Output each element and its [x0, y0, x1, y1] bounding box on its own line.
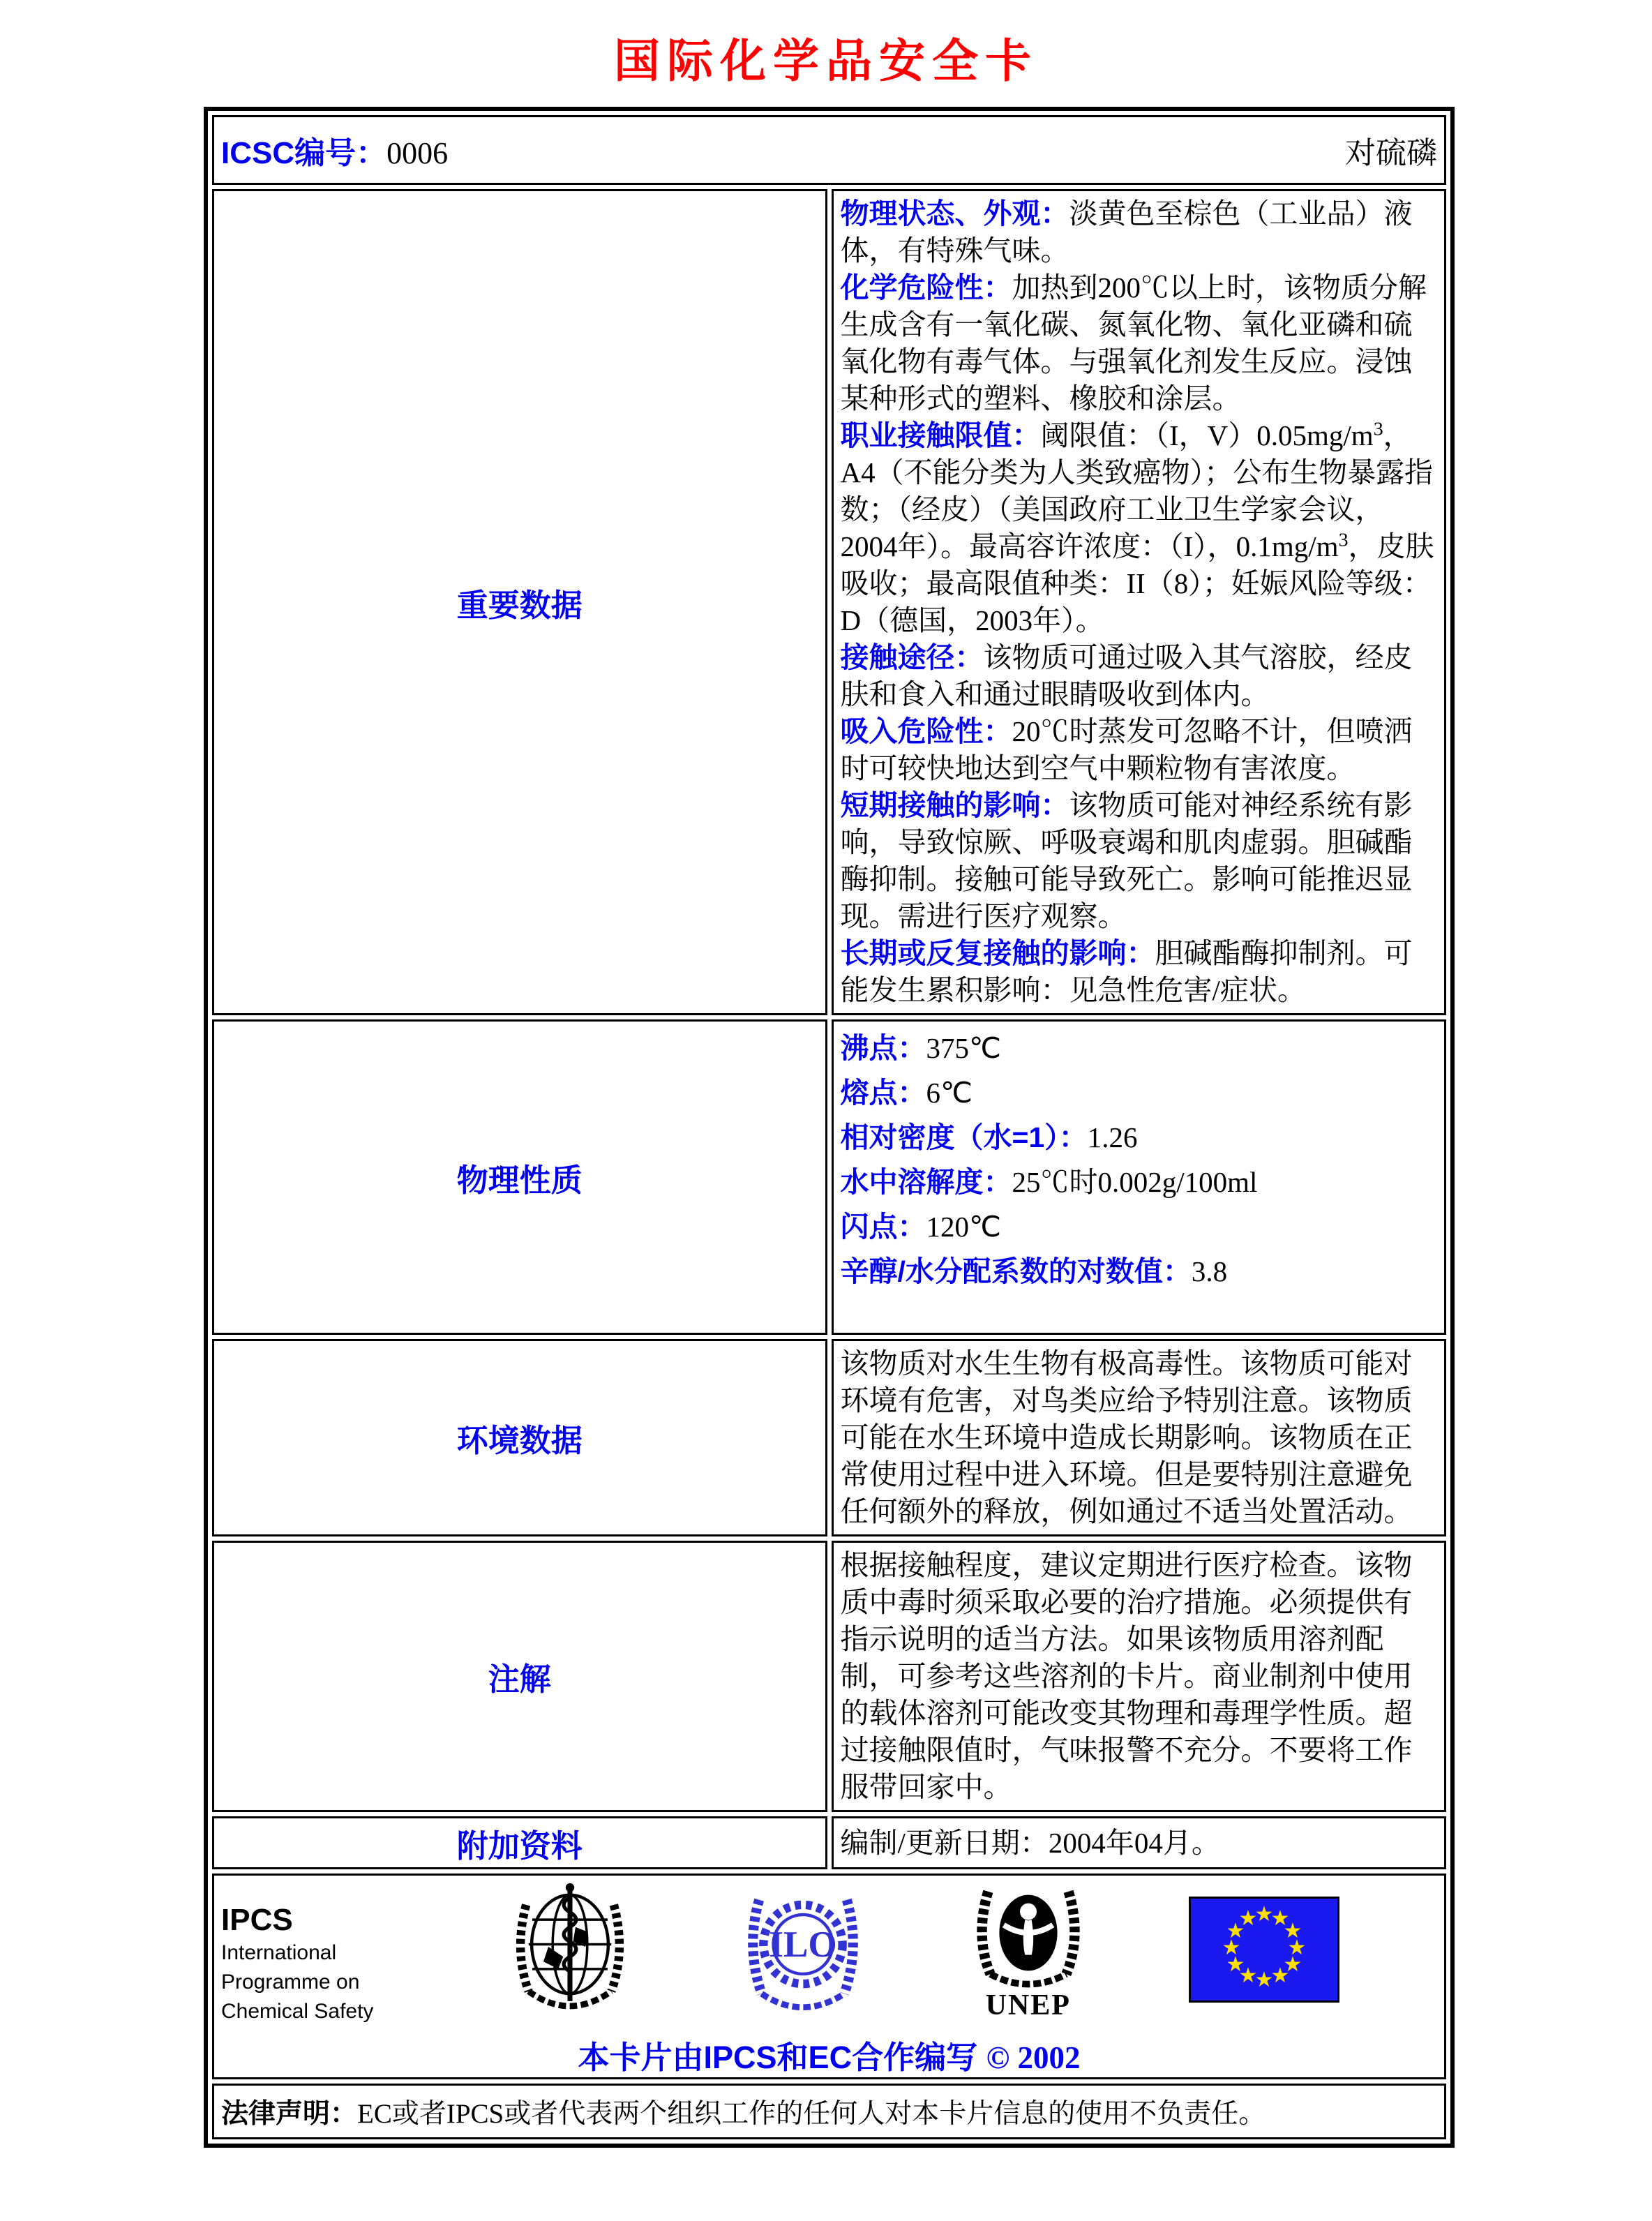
eu-flag-icon	[1189, 1897, 1339, 2003]
header-row	[212, 115, 1446, 185]
icsc-number-value: 0006	[386, 136, 449, 170]
header-cell	[212, 115, 1446, 185]
ilo-monogram: ILO	[768, 1924, 837, 1966]
important-item: 化学危险性：加热到200℃以上时，该物质分解生成含有一氧化碳、氮氧化物、氧化亚磷和硫氧化物有毒气体。与强氧化剂发生反应。浸蚀某种形式的塑料、橡胶和涂层。	[840, 271, 1427, 414]
additional-info-row	[212, 1816, 1446, 1869]
physical-properties-row	[212, 1019, 1446, 1335]
copyright-line: 本卡片由IPCS和EC合作编写 © 2002	[578, 2040, 1081, 2075]
svg-text:★: ★	[1283, 1919, 1302, 1943]
physical-properties-content	[832, 1019, 1447, 1335]
physical-property: 水中溶解度：25℃时0.002g/100ml	[840, 1166, 1258, 1198]
important-item: 短期接触的影响：该物质可能对神经系统有影响，导致惊厥、呼吸衰竭和肌肉虚弱。胆碱酯酶抑制。接触可能导致死亡。影响可能推迟显现。需进行医疗观察。	[840, 789, 1413, 932]
svg-text:★: ★	[1226, 1919, 1245, 1943]
environment-data-row-label: 环境数据	[212, 1339, 827, 1536]
svg-text:★: ★	[1222, 1936, 1241, 1960]
logos-strip	[214, 1878, 1444, 2026]
logos-row	[212, 1874, 1446, 2079]
important-item: 长期或反复接触的影响：胆碱酯酶抑制剂。可能发生累积影响：见急性危害/症状。	[840, 937, 1413, 1006]
svg-text:★: ★	[1226, 1952, 1245, 1977]
svg-text:★: ★	[1283, 1952, 1302, 1977]
svg-text:★: ★	[1270, 1964, 1290, 1988]
legal-label: 法律声明：	[221, 2099, 358, 2129]
unep-logo-icon	[969, 1883, 1088, 2022]
legal-cell	[212, 2084, 1446, 2139]
physical-property: 熔点：6℃	[840, 1077, 973, 1109]
who-logo-icon	[504, 1883, 636, 2022]
physical-property: 沸点：375℃	[840, 1032, 1002, 1064]
svg-text:★: ★	[1270, 1906, 1290, 1931]
important-item: 接触途径：该物质可通过吸入其气溶胶，经皮肤和食入和通过眼睛吸收到体内。	[840, 641, 1413, 710]
logos-cell	[212, 1874, 1446, 2079]
svg-text:★: ★	[1238, 1964, 1258, 1988]
superscript: 3	[1338, 529, 1349, 551]
superscript: 3	[1373, 418, 1383, 440]
chemical-name: 对硫磷	[1345, 136, 1437, 170]
svg-text:★: ★	[1254, 1902, 1274, 1927]
important-data-row-label: 重要数据	[212, 189, 827, 1015]
svg-text:★: ★	[1254, 1968, 1274, 1992]
legal-text: EC或者IPCS或者代表两个组织工作的任何人对本卡片信息的使用不负责任。	[357, 2099, 1266, 2129]
environment-data-row	[212, 1339, 1446, 1536]
svg-text:★: ★	[1287, 1936, 1307, 1960]
environment-data-content: 该物质对水生生物有极高毒性。该物质可能对环境有危害，对鸟类应给予特别注意。该物质可能在水生环境中造成长期影响。该物质在正常使用过程中进入环境。但是要特别注意避免任何额外的释放，例如通过不适当处置活动。	[832, 1339, 1447, 1536]
icsc-number-group	[221, 128, 448, 172]
ipcs-text-block: IPCS International Programme on Chemical Safety	[221, 1883, 403, 2026]
important-item: 吸入危险性：20℃时蒸发可忽略不计，但喷洒时可较快地达到空气中颗粒物有害浓度。	[840, 715, 1413, 784]
important-data-row	[212, 189, 1446, 1015]
important-item: 职业接触限值：阈限值：（I，$V)0.05mg/m^3$，A4（不能分类为人类致癌物）；公布生物暴露指数；（经皮）（美国政府工业卫生学家会议，2004年）。最高容许浓度：（I），$0.1mg/m^3$，皮肤吸收；最高限值种类：II（8）；妊娠风险等级：D（德国，2003年）。	[840, 418, 1434, 636]
page-title: 国际化学品安全卡	[614, 35, 1038, 87]
important-item: 物理状态、外观：淡黄色至棕色（工业品）液体，有特殊气味。	[840, 197, 1413, 267]
important-data-content	[832, 189, 1447, 1015]
notes-content: 根据接触程度，建议定期进行医疗检查。该物质中毒时须采取必要的治疗措施。必须提供有指示说明的适当方法。如果该物质用溶剂配制，可参考这些溶剂的卡片。商业制剂中使用的载体溶剂可能改变其物理和毒理学性质。超过接触限值时，气味报警不充分。不要将工作服带回家中。	[832, 1541, 1447, 1812]
ilo-logo-icon	[738, 1883, 868, 2022]
legal-row	[212, 2084, 1446, 2139]
unep-wordmark: UNEP	[985, 1989, 1071, 2021]
physical-property: 相对密度（水=1）：1.26	[840, 1121, 1138, 1153]
additional-info-row-label: 附加资料	[212, 1816, 827, 1869]
icsc-number-label: ICSC编号：	[221, 136, 387, 170]
additional-info-content: 编制/更新日期：2004年04月。	[832, 1816, 1447, 1869]
svg-text:★: ★	[1238, 1906, 1258, 1931]
notes-row-label: 注解	[212, 1541, 827, 1812]
notes-row	[212, 1541, 1446, 1812]
ipcs-acronym: IPCS	[221, 1903, 293, 1937]
physical-property: 辛醇/水分配系数的对数值：3.8	[840, 1255, 1228, 1287]
physical-property: 闪点：120℃	[840, 1211, 1002, 1243]
icsc-card-table	[204, 107, 1455, 2148]
physical-properties-row-label: 物理性质	[212, 1019, 827, 1335]
